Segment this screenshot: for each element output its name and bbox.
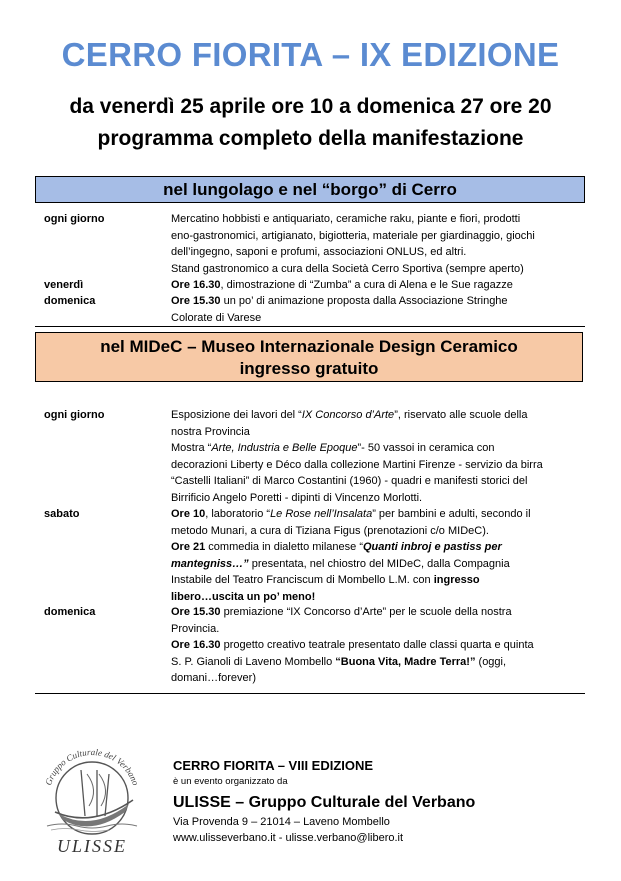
text-line: Provincia. (171, 622, 220, 635)
time-label: Ore 21 (171, 541, 206, 553)
time-label: Ore 16.30 (171, 639, 221, 651)
text-span: presentata, nel chiostro del MIDeC, dalla Compagnia (248, 557, 510, 570)
section-divider (35, 693, 585, 694)
text-bold: ingresso (433, 574, 480, 586)
footer (173, 758, 475, 846)
text-bold: “Buona Vita, Madre Terra!” (335, 655, 476, 668)
text-span: premiazione “IX Concorso d’Arte” per le scuole della nostra (220, 606, 512, 618)
svg-text:Gruppo Culturale del Verbano (43, 747, 141, 787)
text-line: metodo Munari, a cura di Tiziana Figus (prenotazioni c/o MIDeC). (171, 524, 489, 537)
row-label: domenica (44, 606, 96, 618)
text-span: ”, riservato alle scuole della (394, 409, 528, 421)
text-span: (oggi, (475, 655, 507, 668)
text-span: Instabile del Teatro Franciscum di Mombello L.M. con (171, 574, 434, 586)
row-label: ogni giorno (44, 409, 105, 421)
text-span: commedia in dialetto milanese “ (205, 541, 363, 553)
text-italic: Arte, Industria e Belle Epoque (211, 442, 358, 454)
time-label: Ore 16.30 (171, 279, 221, 291)
text-line: “Castelli Italiani” di Marco Costantini (1960) - quadri e manifesti storici del (171, 475, 528, 487)
midec-heading-free-entry: ingresso gratuito (239, 359, 379, 378)
text-line: Stand gastronomico a cura della Società Cerro Sportiva (sempre aperto) (171, 262, 524, 275)
row-label: sabato (44, 508, 80, 520)
text-bold: libero…uscita un po’ meno! (171, 590, 316, 603)
row-label: venerdì (44, 279, 84, 291)
row-label: domenica (44, 295, 96, 307)
text-span: ”- 50 vassoi in ceramica con (357, 442, 495, 454)
text-span: ” per bambini e adulti, secondo il (372, 508, 531, 520)
text-italic: Le Rose nell’Insalata (270, 508, 373, 520)
text-span: S. P. Gianoli di Laveno Mombello (171, 655, 336, 668)
text-line: domani…forever) (171, 672, 256, 684)
ulisse-logo-icon (37, 740, 147, 858)
text-line: dell’ingegno, saponi e profumi, associazioni ONLUS, ed altri. (171, 246, 467, 258)
text-span: , dimostrazione di “Zumba” a cura di Alena e le Sue ragazze (220, 279, 513, 291)
logo-name: ULISSE (57, 836, 127, 856)
text-line: Mercatino hobbisti e antiquariato, ceramiche raku, piante e fiori, prodotti (171, 213, 521, 225)
page-title: CERRO FIORITA – IX EDIZIONE (61, 36, 560, 73)
footer-edition: CERRO FIORITA – VIII EDIZIONE (173, 758, 374, 773)
row-text (171, 277, 587, 294)
text-line: eno-gastronomici, artigianato, bigiotteria, materiale per giardinaggio, giochi (171, 229, 535, 242)
text-span: un po’ di animazione proposta dalla Associazione Stringhe (220, 295, 508, 307)
text-line: Colorate di Varese (171, 311, 262, 324)
logo-ring-text: Gruppo Culturale del Verbano (43, 746, 141, 787)
program-subtitle: programma completo della manifestazione (97, 127, 524, 150)
time-label: Ore 10 (171, 508, 206, 520)
row-text (171, 293, 587, 326)
row-text (171, 407, 587, 506)
section-lungolago-heading: nel lungolago e nel “borgo” di Cerro (35, 176, 585, 203)
footer-address: Via Provenda 9 – 21014 – Laveno Mombello (173, 816, 390, 828)
midec-heading-line: nel MIDeC – Museo Internazionale Design Ceramico (100, 337, 518, 356)
text-bold-italic: mantegniss…” (171, 557, 249, 570)
section-divider (35, 326, 585, 327)
text-line: Birrificio Angelo Poretti - dipinti di Vincenzo Morlotti. (171, 491, 423, 504)
text-span: progetto creativo teatrale presentato dalle classi quarta e quinta (220, 639, 534, 651)
footer-contacts: www.ulisseverbano.it - ulisse.verbano@libero.it (173, 832, 404, 844)
row-label: ogni giorno (44, 213, 105, 225)
row-text (171, 211, 587, 277)
text-line: nostra Provincia (171, 425, 250, 438)
text-bold-italic: Quanti inbroj e pastiss per (363, 541, 502, 553)
text-span: Mostra “ (171, 442, 212, 454)
section-midec-heading (35, 332, 583, 382)
time-label: Ore 15.30 (171, 295, 221, 307)
text-line: decorazioni Liberty e Déco dalla collezione Martini Firenze - servizio da birra (171, 458, 543, 471)
dates-subtitle: da venerdì 25 aprile ore 10 a domenica 27 ore 20 (69, 95, 552, 118)
footer-organized-by: è un evento organizzato da (173, 776, 288, 787)
text-italic: IX Concorso d’Arte (301, 409, 395, 421)
row-text (171, 506, 587, 605)
time-label: Ore 15.30 (171, 606, 221, 618)
row-text (171, 604, 587, 687)
footer-organization: ULISSE – Gruppo Culturale del Verbano (173, 794, 476, 811)
text-span: Esposizione dei lavori del “ (171, 409, 302, 421)
text-span: , laboratorio “ (205, 508, 271, 520)
